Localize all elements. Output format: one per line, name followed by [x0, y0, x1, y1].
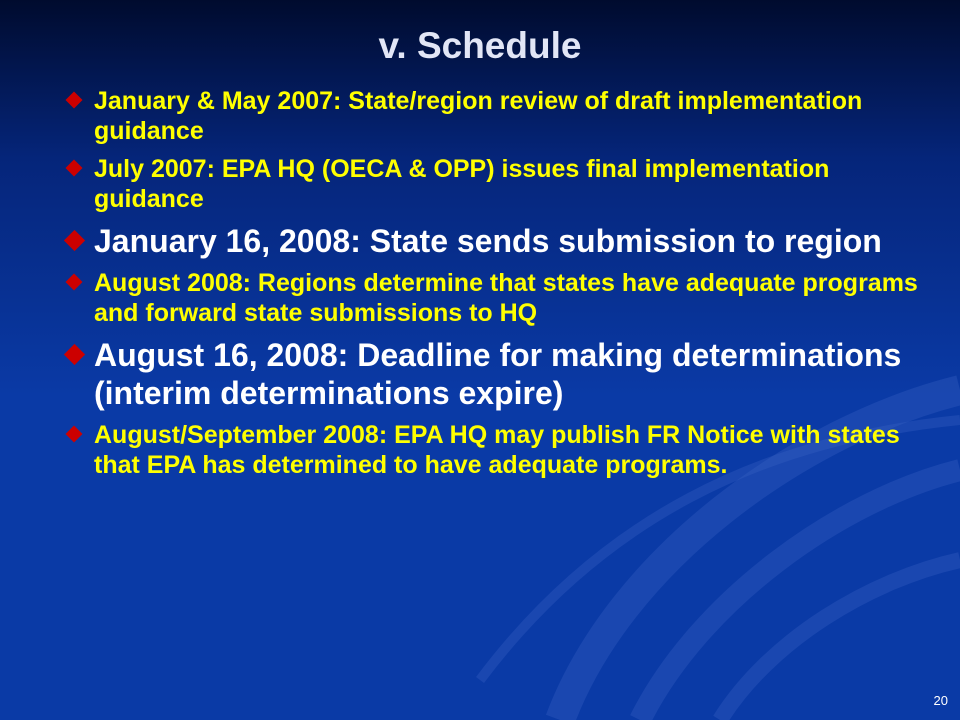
- diamond-bullet-icon: [66, 92, 83, 109]
- bullet-item: [66, 336, 926, 412]
- bullet-text: January 16, 2008: State sends submission to region: [94, 223, 882, 259]
- bullet-item: [66, 222, 926, 260]
- bullet-item: [66, 420, 926, 480]
- bullet-text: January & May 2007: State/region review of draft implementation guidance: [94, 87, 863, 145]
- bullet-item: [66, 268, 926, 328]
- diamond-bullet-icon: [66, 160, 83, 177]
- diamond-bullet-icon: [66, 274, 83, 291]
- diamond-bullet-icon: [66, 426, 83, 443]
- bullet-text: July 2007: EPA HQ (OECA & OPP) issues final implementation guidance: [94, 155, 830, 213]
- page-number: 20: [933, 693, 948, 708]
- diamond-bullet-icon: [64, 230, 85, 251]
- bullet-list: [66, 86, 926, 488]
- bullet-text: August 16, 2008: Deadline for making determinations (interim determinations expire): [94, 337, 902, 411]
- slide-title: v. Schedule: [378, 25, 582, 66]
- bullet-item: [66, 154, 926, 214]
- bullet-text: August/September 2008: EPA HQ may publish FR Notice with states that EPA has determined to have adequate programs.: [94, 421, 900, 479]
- bullet-item: [66, 86, 926, 146]
- bullet-text: August 2008: Regions determine that states have adequate programs and forward state submissions to HQ: [94, 269, 918, 327]
- diamond-bullet-icon: [64, 344, 85, 365]
